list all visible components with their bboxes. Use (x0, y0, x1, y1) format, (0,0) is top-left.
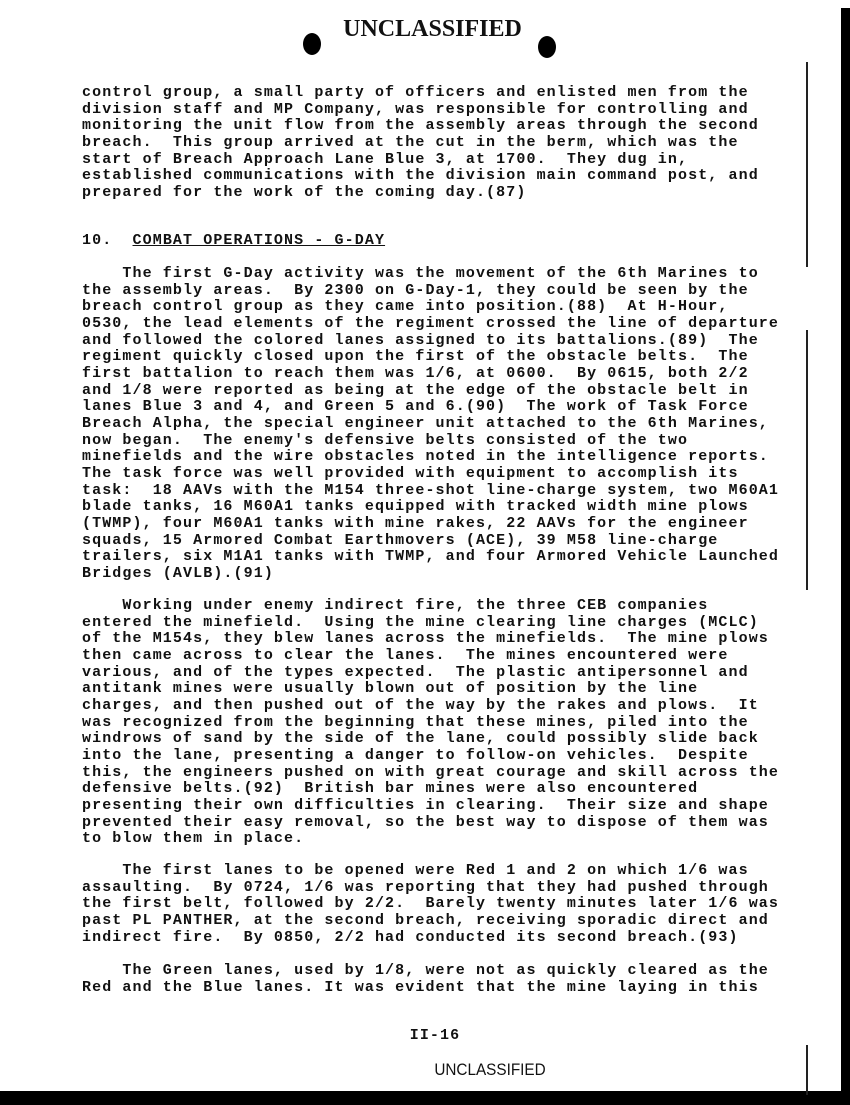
text-line: The first G-Day activity was the movement of the 6th Marines to (82, 265, 759, 282)
text-line: into the lane, presenting a danger to follow-on vehicles. Despite (82, 746, 749, 764)
section-number: 10. (82, 232, 113, 249)
text-line: trailers, six M1A1 tanks with TWMP, and four Armored Vehicle Launched (82, 548, 780, 566)
text-line: was recognized from the beginning that these mines, piled into the (82, 713, 749, 731)
text-line: Working under enemy indirect fire, the three CEB companies (82, 597, 709, 614)
text-line: past PL PANTHER, at the second breach, receiving sporadic direct and (82, 911, 769, 929)
text-line: and 1/8 were reported as being at the edge of the obstacle belt in (82, 381, 749, 399)
text-line: The task force was well provided with equipment to accomplish its (82, 464, 739, 482)
scan-edge-right (841, 8, 850, 1105)
text-line: prevented their easy removal, so the best way to dispose of them was (82, 813, 769, 831)
text-line: various, and of the types expected. The plastic antipersonnel and (82, 663, 749, 681)
text-line: lanes Blue 3 and 4, and Green 5 and 6.(90) The work of Task Force (82, 398, 749, 416)
paragraph (82, 598, 779, 848)
text-line: squads, 15 Armored Combat Earthmovers (ACE), 39 M58 line-charge (82, 531, 719, 549)
text-line: Bridges (AVLB).(91) (82, 564, 274, 582)
text-line: (TWMP), four M60A1 tanks with mine rakes, 22 AAVs for the engineer (82, 514, 749, 532)
header-classification: UNCLASSIFIED (343, 16, 522, 42)
text-line: division staff and MP Company, was responsible for controlling and (82, 100, 749, 118)
change-bar (806, 62, 808, 267)
text-line: monitoring the unit flow from the assembly areas through the second (82, 117, 759, 135)
text-line: this, the engineers pushed on with great courage and skill across the (82, 763, 780, 781)
text-line: now began. The enemy's defensive belts consisted of the two (82, 431, 689, 449)
text-line: assaulting. By 0724, 1/6 was reporting that they had pushed through (82, 878, 769, 896)
paragraph (82, 85, 759, 202)
text-line: windrows of sand by the side of the lane, could possibly slide back (82, 730, 759, 748)
text-line: and followed the colored lanes assigned to its battalions.(89) The (82, 331, 759, 349)
text-line: prepared for the work of the coming day.(87) (82, 183, 527, 201)
text-line: indirect fire. By 0850, 2/2 had conducted its second breach.(93) (82, 928, 739, 946)
text-line: start of Breach Approach Lane Blue 3, at 1700. They dug in, (82, 150, 689, 168)
text-line: charges, and then pushed out of the way by the rakes and plows. It (82, 696, 759, 714)
change-bar (806, 330, 808, 590)
paragraph (82, 863, 779, 946)
text-line: then came across to clear the lanes. The mines encountered were (82, 646, 729, 664)
text-line: minefields and the wire obstacles noted in the intelligence reports. (82, 448, 769, 466)
text-line: 0530, the lead elements of the regiment crossed the line of departure (82, 314, 780, 332)
paragraph (82, 963, 769, 996)
text-line: the assembly areas. By 2300 on G-Day-1, they could be seen by the (82, 281, 749, 299)
text-line: entered the minefield. Using the mine clearing line charges (MCLC) (82, 613, 759, 631)
page-number: II-16 (409, 1027, 461, 1044)
text-line: Red and the Blue lanes. It was evident that the mine laying in this (82, 978, 759, 996)
section-heading (82, 233, 385, 250)
text-line: to blow them in place. (82, 830, 305, 848)
text-line: The first lanes to be opened were Red 1 and 2 on which 1/6 was (82, 862, 749, 879)
text-line: the first belt, followed by 2/2. Barely twenty minutes later 1/6 was (82, 895, 780, 913)
text-line: breach. This group arrived at the cut in the berm, which was the (82, 133, 739, 151)
text-line: presenting their own difficulties in clearing. Their size and shape (82, 796, 769, 814)
text-line: regiment quickly closed upon the first of the obstacle belts. The (82, 348, 749, 366)
text-line: task: 18 AAVs with the M154 three-shot line-charge system, two M60A1 (82, 481, 780, 499)
scan-edge-bottom (0, 1091, 850, 1105)
footer-classification: UNCLASSIFIED (434, 1060, 546, 1079)
text-line: breach control group as they came into position.(88) At H-Hour, (82, 298, 729, 316)
text-line: control group, a small party of officers and enlisted men from the (82, 84, 749, 101)
text-line: Breach Alpha, the special engineer unit attached to the 6th Marines, (82, 414, 769, 432)
text-line: first battalion to reach them was 1/6, at 0600. By 0615, both 2/2 (82, 364, 749, 382)
paragraph (82, 266, 779, 582)
section-title: COMBAT OPERATIONS - G-DAY (132, 232, 386, 249)
text-line: blade tanks, 16 M60A1 tanks equipped with tracked width mine plows (82, 498, 749, 516)
text-line: of the M154s, they blew lanes across the minefields. The mine plows (82, 630, 769, 648)
text-line: The Green lanes, used by 1/8, were not as quickly cleared as the (82, 962, 769, 979)
text-line: antitank mines were usually blown out of position by the line (82, 680, 699, 698)
text-line: established communications with the division main command post, and (82, 167, 759, 185)
text-line: defensive belts.(92) British bar mines were also encountered (82, 780, 699, 798)
